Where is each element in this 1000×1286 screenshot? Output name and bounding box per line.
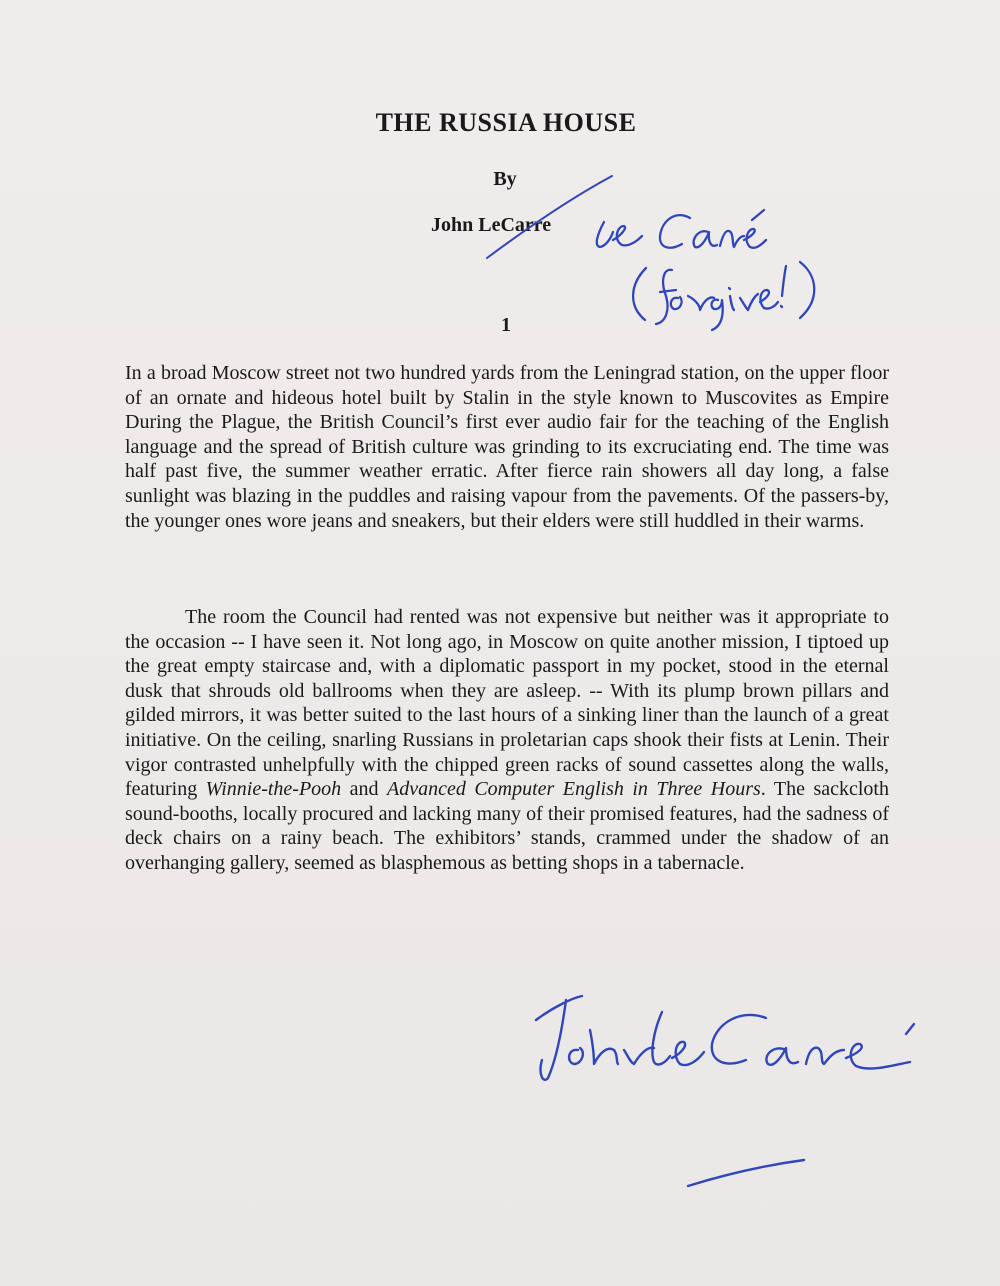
byline: By: [493, 168, 517, 190]
signature-underline-mark: [688, 1160, 804, 1186]
paragraph-2-text-c: . The sackcloth sound-booths, locally procured and lacking many of their promised features, had the sadness of deck chairs on a rainy beach. The exhibitors’ stands, crammed under the shadow of an overhanging gallery, seemed as blasphemous as betting shops in a tabernacle.: [125, 778, 889, 874]
paragraph-2-text-b: and: [341, 778, 387, 801]
signature-john-le-carre: [536, 996, 914, 1080]
paragraph-1: In a broad Moscow street not two hundred yards from the Leningrad station, on the upper floor of an ornate and hideous hotel built by Stalin in the style known to Muscovites as Empire During the Plague, the British Council’s first ever audio fair for the teaching of the English language and the spread of British culture was grinding to its excruciating end. The time was half past five, the summer weather erratic. After fierce rain showers all day long, a false sunlight was blazing in the puddles and raising vapour from the pavements. Of the passers-by, the younger ones wore jeans and sneakers, but their elders were still huddled in their warms.: [125, 362, 889, 532]
document-title: THE RUSSIA HOUSE: [375, 108, 637, 137]
author-name: John LeCarre: [431, 214, 552, 236]
correction-le-cane: [597, 210, 766, 248]
title-advanced-computer-english: Advanced Computer English in Three Hours: [387, 778, 761, 801]
chapter-number: 1: [501, 314, 511, 336]
paragraph-2: [125, 605, 889, 876]
paragraph-2-text-a: The room the Council had rented was not expensive but neither was it appropriate to the occasion -- I have seen it. Not long ago, in Moscow on quite another mission, I tiptoed up the great empty staircase and, with a diplomatic passport in my pocket, stood in the eternal dusk that shrouds old ballrooms when they are asleep. -- With its plump brown pillars and gilded mirrors, it was better suited to the last hours of a sinking liner than the launch of a great initiative. On the ceiling, snarling Russians in proletarian caps shook their fists at Lenin. Their vigor contrasted unhelpfully with the chipped green racks of sound cassettes along the walls, featuring: [125, 606, 889, 801]
title-winnie-the-pooh: Winnie-the-Pooh: [205, 778, 342, 801]
